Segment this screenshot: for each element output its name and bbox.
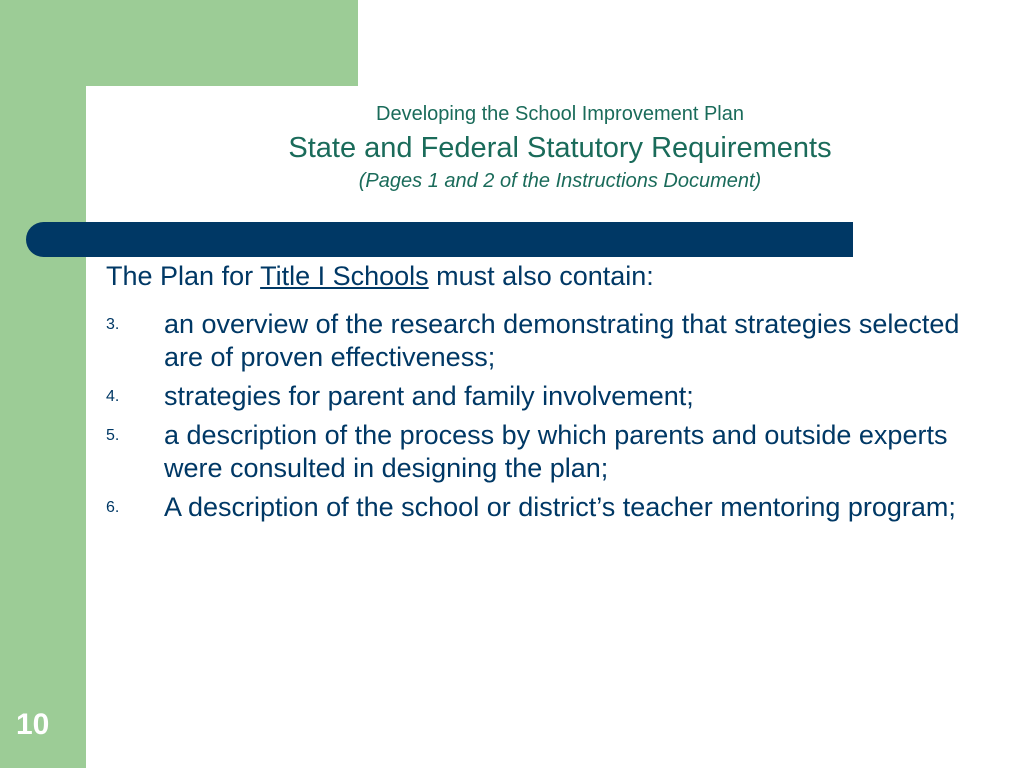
title-line-1: Developing the School Improvement Plan [376, 103, 744, 125]
title-i-schools-link: Title I Schools [260, 261, 429, 291]
title-line-2: State and Federal Statutory Requirements [288, 132, 832, 164]
list-item-text: strategies for parent and family involvement; [164, 381, 694, 411]
intro-suffix: must also contain: [428, 261, 654, 291]
list-item-number: 3. [106, 316, 120, 333]
list-item-number: 4. [106, 388, 120, 405]
list-item [106, 419, 966, 485]
requirements-list [106, 308, 966, 524]
list-item-number: 6. [106, 499, 120, 516]
list-item-text: A description of the school or district’s teacher mentoring program; [164, 492, 956, 522]
intro-text [106, 258, 966, 294]
slide-body [106, 258, 966, 530]
list-item [106, 491, 966, 524]
list-item [106, 380, 966, 413]
page-number: 10 [16, 708, 50, 741]
list-item-text: a description of the process by which parents and outside experts were consulted in designing the plan; [164, 420, 948, 483]
green-sidebar [0, 0, 86, 768]
title-line-3: (Pages 1 and 2 of the Instructions Document) [358, 170, 762, 192]
intro-prefix: The Plan for [106, 261, 261, 291]
green-top-band [0, 0, 358, 86]
list-item-number: 5. [106, 427, 120, 444]
slide-title [160, 100, 960, 194]
list-item-text: an overview of the research demonstrating that strategies selected are of proven effectiveness; [164, 309, 960, 372]
list-item [106, 308, 966, 374]
divider-bar [26, 222, 853, 257]
